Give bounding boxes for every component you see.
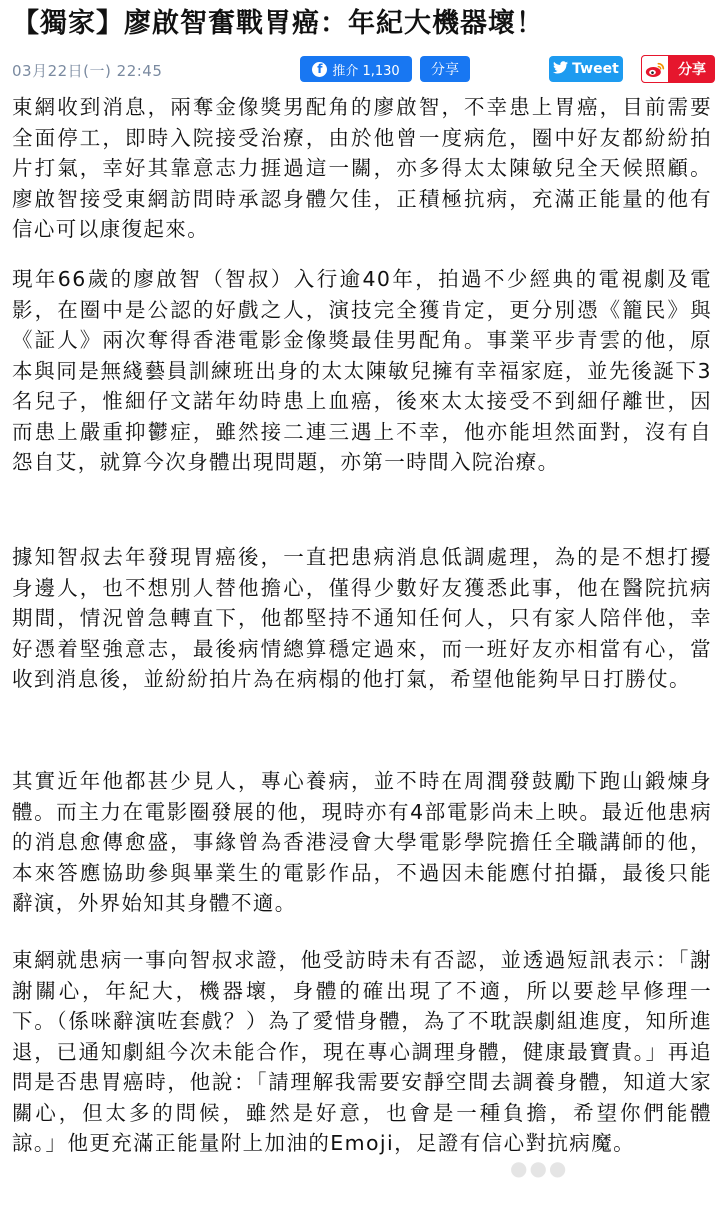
article-paragraph-1: 東網收到消息，兩奪金像獎男配角的廖啟智，不幸患上胃癌，目前需要全面停工，即時入院接受治療，由於他曾一度病危，圈中好友都紛紛拍片打氣，幸好其靠意志力捱過這一關，亦多得太太陳敏兒全天候照顧。廖啟智接受東網訪問時承認身體欠佳，正積極抗病，充滿正能量的他有信心可以康復起來。: [12, 95, 712, 241]
article-paragraph-3: 據知智叔去年發現胃癌後，一直把患病消息低調處理，為的是不想打擾身邊人，也不想別人替他擔心，僅得少數好友獲悉此事，他在醫院抗病期間，情況曾急轉直下，他都堅持不通知任何人，只有家人陪伴他，幸好憑着堅強意志，最後病情總算穩定過來，而一班好友亦相當有心，當收到消息後，並紛紛拍片為在病榻的他打氣，希望他能夠早日打勝仗。: [12, 545, 712, 691]
tweet-label: Tweet: [572, 61, 619, 77]
facebook-share-button[interactable]: [420, 56, 470, 82]
meta-share-bar: [0, 52, 720, 86]
faint-watermark: ●●●: [510, 1156, 569, 1180]
weibo-share-label: 分享: [678, 62, 706, 78]
tweet-button[interactable]: [549, 56, 623, 82]
facebook-icon: f: [312, 62, 327, 77]
facebook-share-label: 分享: [431, 62, 459, 78]
article-timestamp: 03月22日(一) 22:45: [12, 62, 163, 80]
twitter-bird-icon: [553, 61, 568, 78]
article-paragraph-2: 現年66歲的廖啟智（智叔）入行逾40年，拍過不少經典的電視劇及電影，在圈中是公認的好戲之人，演技完全獲肯定，更分別憑《籠民》與《証人》兩次奪得香港電影金像獎最佳男配角。事業平步青雲的他，原本與同是無綫藝員訓練班出身的太太陳敏兒擁有幸福家庭，並先後誕下3名兒子，惟細仔文諾年幼時患上血癌，後來太太接受不到細仔離世，因而患上嚴重抑鬱症，雖然接二連三遇上不幸，他亦能坦然面對，沒有自怨自艾，就算今次身體出現問題，亦第一時間入院治療。: [12, 267, 712, 474]
article-headline: 【獨家】廖啟智奮戰胃癌：年紀大機器壞！: [12, 8, 544, 39]
weibo-share-button[interactable]: [641, 55, 715, 83]
weibo-icon: [641, 55, 669, 83]
facebook-like-label: 推介 1,130: [332, 63, 400, 79]
article-paragraph-5: 東網就患病一事向智叔求證，他受訪時未有否認，並透過短訊表示：「謝謝關心，年紀大，機器壞，身體的確出現了不適，所以要趁早修理一下。（係咪辭演咗套戲？）為了愛惜身體，為了不耽誤劇組進度，知所進退，已通知劇組今次未能合作，現在專心調理身體，健康最寶貴。」再追問是否患胃癌時，他說：「請理解我需要安靜空間去調養身體，知道大家關心，但太多的問候，雖然是好意，也會是一種負擔，希望你們能體諒。」他更充滿正能量附上加油的Emoji，足證有信心對抗病魔。: [12, 948, 712, 1155]
article-paragraph-4: 其實近年他都甚少見人，專心養病，並不時在周潤發鼓勵下跑山鍛煉身體。而主力在電影圈發展的他，現時亦有4部電影尚未上映。最近他患病的消息愈傳愈盛，事緣曾為香港浸會大學電影學院擔任全職講師的他，本來答應協助參與畢業生的電影作品，不過因未能應付拍攝，最後只能辭演，外界始知其身體不適。: [12, 769, 712, 915]
facebook-like-button[interactable]: [300, 56, 412, 82]
